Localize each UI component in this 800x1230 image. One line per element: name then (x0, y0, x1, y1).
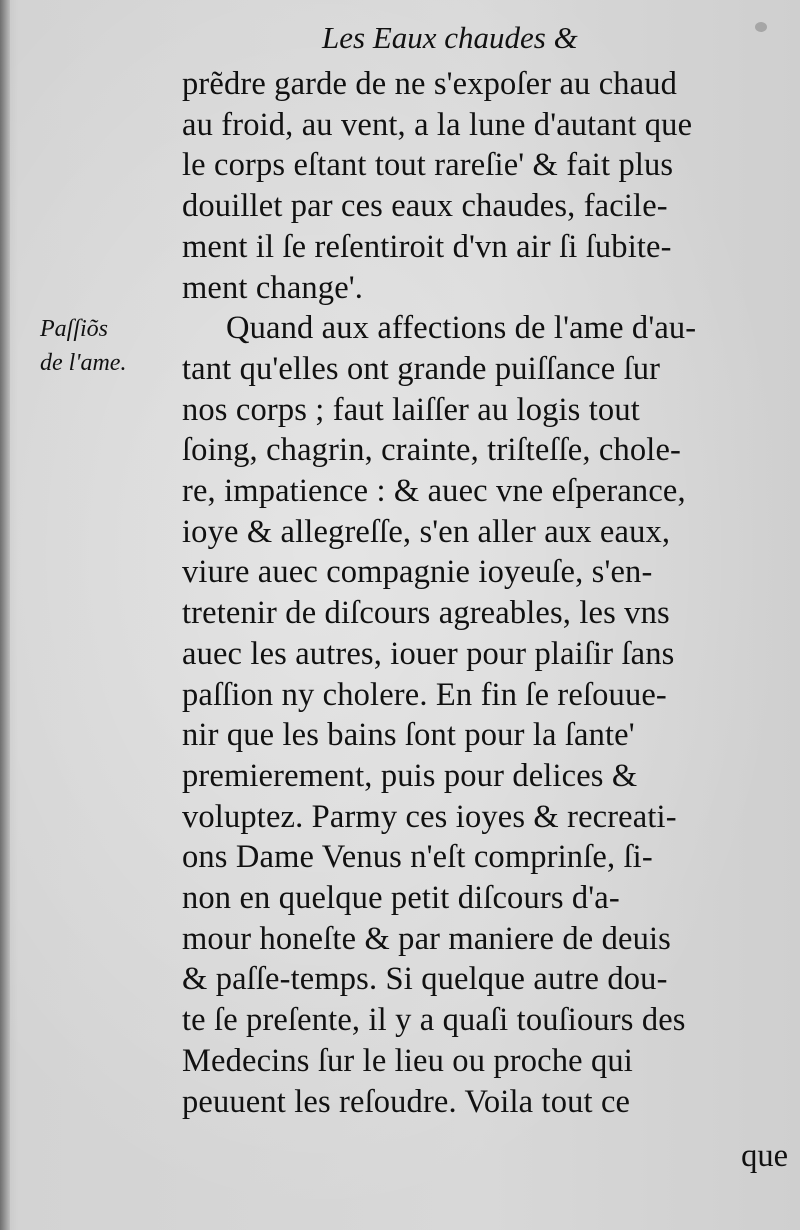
margin-note-line: Paſſiõs (40, 316, 109, 342)
page-gutter-shadow (0, 0, 10, 1230)
text-line: prẽdre garde de ne s'expoſer au chaud (182, 66, 678, 102)
text-line: au froid, au vent, a la lune d'autant que (182, 106, 693, 143)
text-line: auec les autres, iouer pour plaiſir ſans (182, 635, 675, 672)
ink-speck (755, 22, 767, 32)
text-line: tant qu'elles ont grande puiſſance ſur (182, 350, 661, 387)
margin-note-line: de l'ame. (40, 350, 127, 376)
text-line: ment change'. (182, 269, 364, 306)
text-line: ſoing, chagrin, crainte, triſteſſe, chole- (182, 432, 682, 469)
paragraph-start-line: Quand aux affections de l'ame d'au- (226, 310, 697, 347)
text-line: douillet par ces eaux chaudes, facile- (182, 188, 668, 225)
margin-note (40, 312, 170, 380)
body-text (182, 64, 792, 1122)
text-line: ons Dame Venus n'eſt comprinſe, ſi- (182, 839, 653, 876)
text-line: ioye & allegreſſe, s'en aller aux eaux, (182, 513, 671, 550)
text-line: voluptez. Parmy ces ioyes & recreati- (182, 798, 677, 835)
text-line: nir que les bains ſont pour la ſante' (182, 717, 635, 754)
text-line: tretenir de diſcours agreables, les vns (182, 595, 670, 632)
text-line: & paſſe-temps. Si quelque autre dou- (182, 961, 668, 998)
text-line: ment il ſe reſentiroit d'vn air ſi ſubite- (182, 228, 672, 265)
text-line: viure auec compagnie ioyeuſe, s'en- (182, 554, 653, 591)
text-line: non en quelque petit diſcours d'a- (182, 880, 620, 917)
text-line: paſſion ny cholere. En fin ſe reſouue- (182, 676, 667, 713)
text-line: peuuent les reſoudre. Voila tout ce (182, 1083, 631, 1120)
text-line: re, impatience : & auec vne eſperance, (182, 473, 686, 510)
text-line: premierement, puis pour delices & (182, 757, 638, 794)
text-line: nos corps ; faut laiſſer au logis tout (182, 391, 640, 428)
catchword: que (741, 1138, 788, 1174)
text-line: le corps eſtant tout rareſie' & fait plus (182, 147, 674, 184)
text-line: te ſe preſente, il y a quaſi touſiours des (182, 1002, 686, 1039)
text-line: mour honeſte & par maniere de deuis (182, 920, 671, 957)
text-line: Medecins ſur le lieu ou proche qui (182, 1042, 633, 1079)
running-header: Les Eaux chaudes & (322, 20, 578, 55)
